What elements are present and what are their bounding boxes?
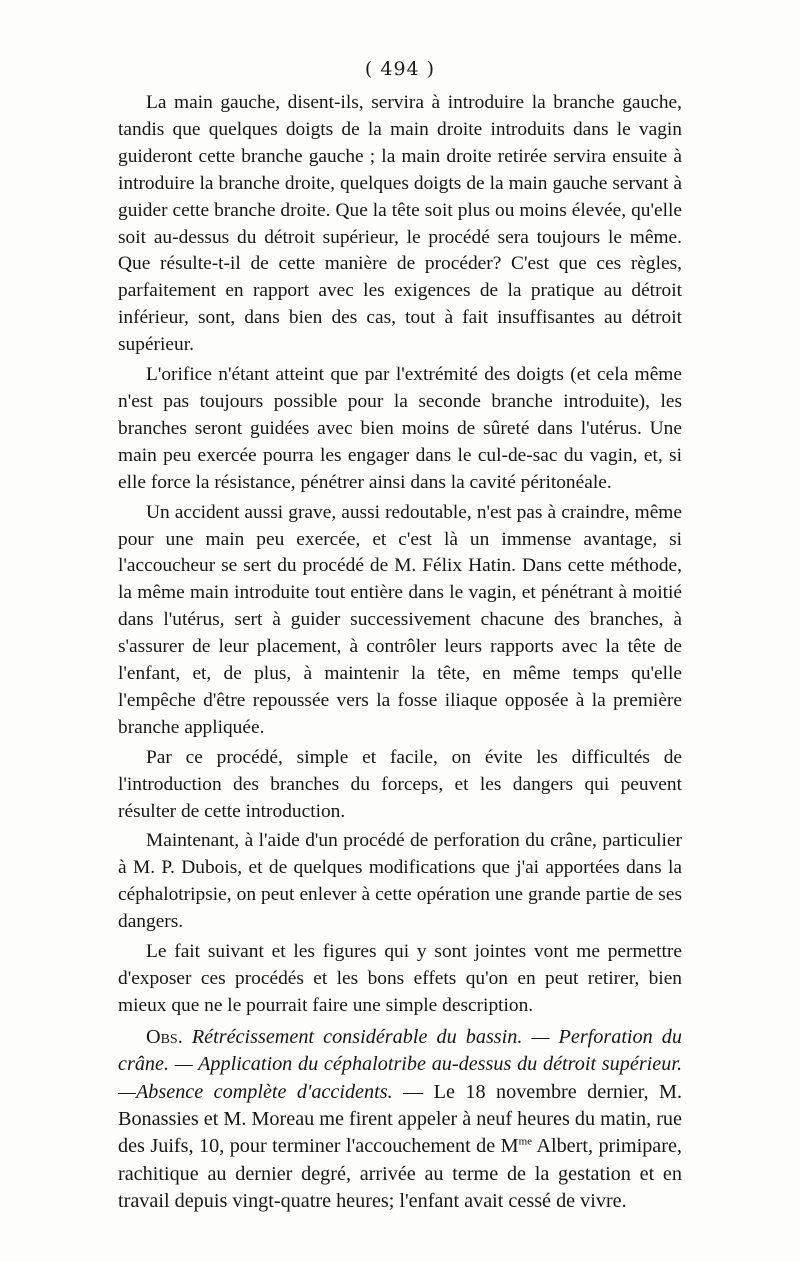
- body-text: [118, 90, 682, 1216]
- observation-label: Obs.: [146, 1025, 183, 1048]
- observation-body: — Le 18 novembre dernier, M. Bonassies et M. Moreau me firent appeler à neuf heures du matin, rue des Juifs, 10, pour terminer l'accouchement de M: [118, 1080, 682, 1158]
- observation-title: Rétrécissement considérable du bassin. — Perforation du crâne. — Application du céphalotribe au-dessus du détroit supérieur.—Absence complète d'accidents.: [118, 1025, 682, 1103]
- paragraph: L'orifice n'étant atteint que par l'extrémité des doigts (et cela même n'est pas toujours possible pour la seconde branche introduite), les branches seront guidées avec bien moins de sûreté dans l'utérus. Une main peu exercée pourra les engager dans le cul-de-sac du vagin, et, si elle force la résistance, pénétrer ainsi dans la cavité péritonéale.: [118, 364, 682, 493]
- paragraph: Maintenant, à l'aide d'un procédé de perforation du crâne, particulier à M. P. Dubois, et de quelques modifications que j'ai apportées dans la céphalotripsie, on peut enlever à cette opération une grande partie de ses dangers.: [118, 830, 682, 933]
- observation-superscript: me: [518, 1135, 533, 1148]
- paragraph: La main gauche, disent-ils, servira à introduire la branche gauche, tandis que quelques doigts de la main droite introduits dans le vagin guideront cette branche gauche ; la main droite retirée servira ensuite à introduire la branche droite, quelques doigts de la main gauche servant à guider cette branche droite. Que la tête soit plus ou moins élevée, qu'elle soit au-dessus du détroit supérieur, le procédé sera toujours le même. Que résulte-t-il de cette manière de procéder? C'est que ces règles, parfaitement en rapport avec les exigences de la pratique au détroit inférieur, sont, dans bien des cas, tout à fait insuffisantes au détroit supérieur.: [118, 92, 682, 356]
- observation-paragraph: [118, 1024, 682, 1216]
- paragraph: Par ce procédé, simple et facile, on évite les difficultés de l'introduction des branches du forceps, et les dangers qui peuvent résulter de cette introduction.: [118, 746, 682, 822]
- paragraph: Un accident aussi grave, aussi redoutable, n'est pas à craindre, même pour une main peu exercée, et c'est là un immense avantage, si l'accoucheur se sert du procédé de M. Félix Hatin. Dans cette méthode, la même main introduite tout entière dans le vagin, et pénétrant à moitié dans l'utérus, sert à guider successivement chacune des branches, à s'assurer de leur placement, à contrôler leurs rapports avec la tête de l'enfant, et, de plus, à maintenir la tête, en même temps qu'elle l'empêche d'être repoussée vers la fosse iliaque opposée à la première branche appliquée.: [118, 501, 682, 738]
- observation-body-end: Albert, primipare, rachitique au dernier degré, arrivée au terme de la gestation et en travail depuis vingt-quatre heures; l'enfant avait cessé de vivre.: [118, 1135, 682, 1213]
- paragraph: Le fait suivant et les figures qui y sont jointes vont me permettre d'exposer ces procédés et les bons effets qu'on en peut retirer, bien mieux que ne le pourrait faire une simple description.: [118, 941, 682, 1016]
- page-number: ( 494 ): [364, 58, 436, 80]
